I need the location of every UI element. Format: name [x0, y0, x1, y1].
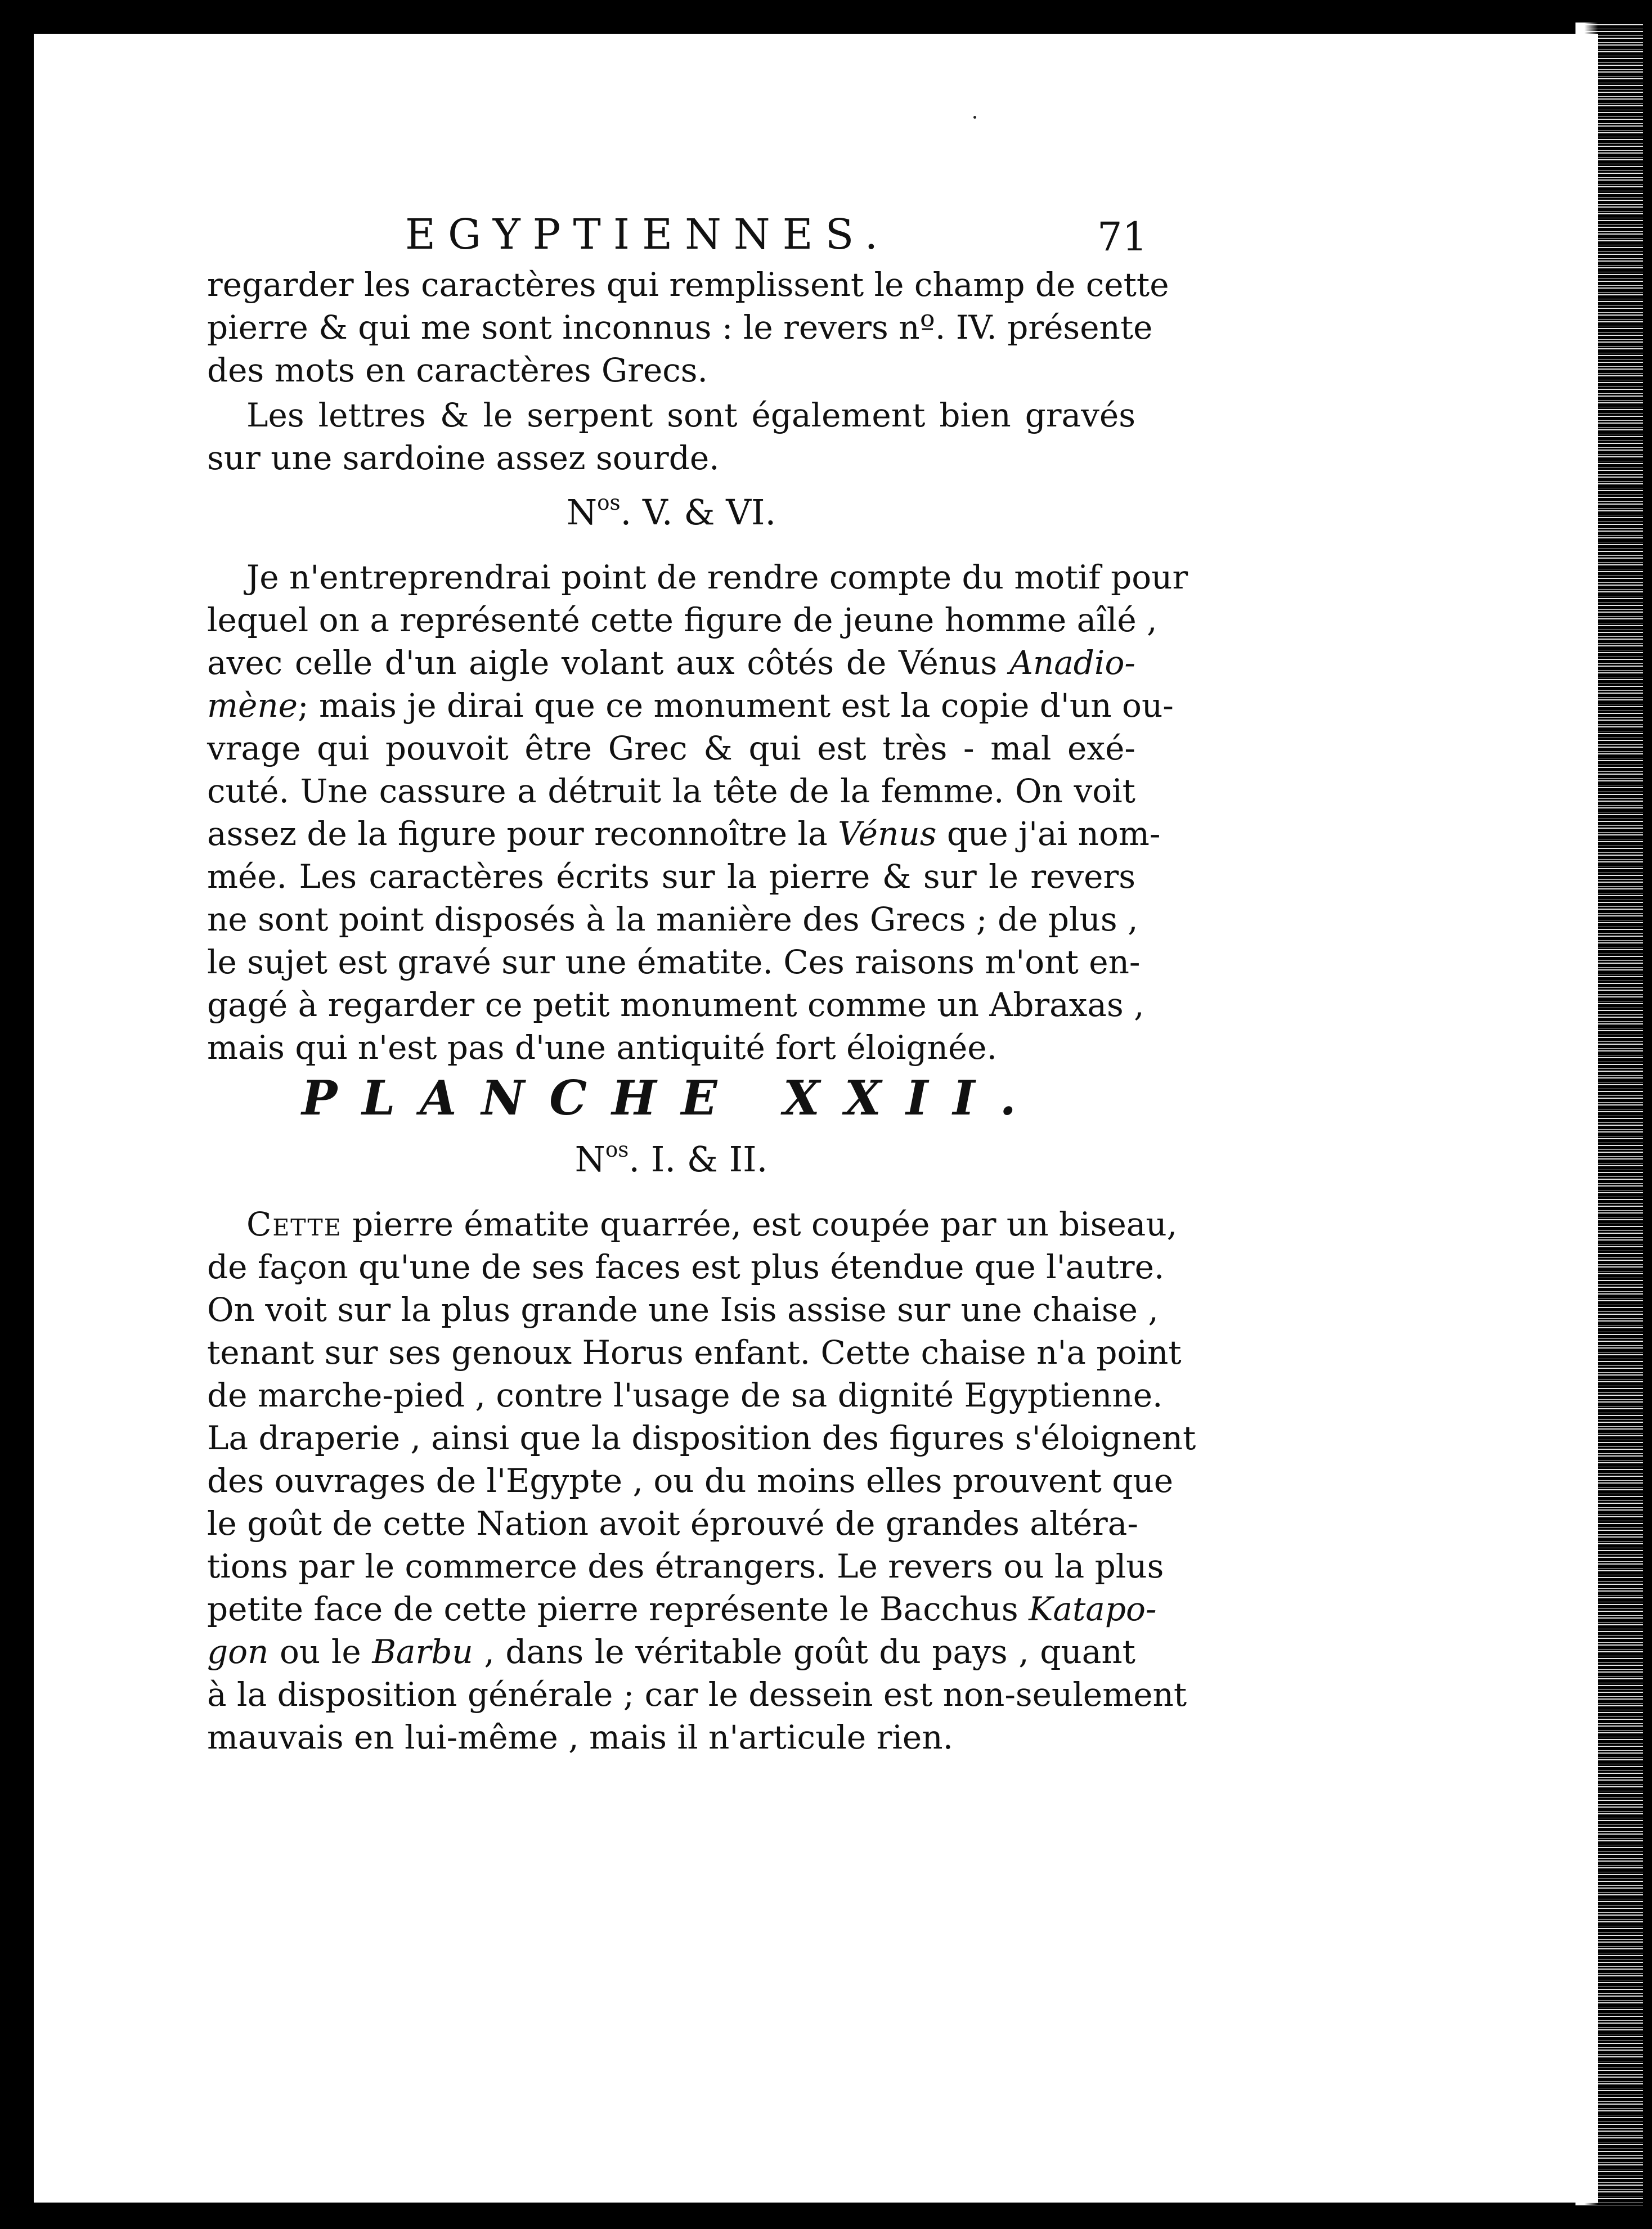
text-line	[207, 812, 1161, 855]
text-line	[207, 1203, 1178, 1246]
text-line: Je n'entreprendrai point de rendre compte du motif pour	[246, 558, 1188, 596]
text-segment: , dans le véritable goût du pays , quant	[473, 1633, 1135, 1671]
text-line: mée. Les caractères écrits sur la pierre & sur le revers	[207, 857, 1135, 896]
text-segment: assez de la figure pour reconnoître la	[207, 815, 838, 853]
scan-edge-fade	[1575, 23, 1598, 2205]
italic-word: Barbu	[372, 1633, 473, 1671]
text-line: pierre & qui me sont inconnus : le revers nº. IV. présente	[207, 308, 1153, 347]
italic-word: Anadio-	[1009, 644, 1135, 682]
text-line	[207, 1630, 1135, 1673]
text-line: de marche-pied , contre l'usage de sa dignité Egyptienne.	[207, 1376, 1163, 1414]
text-line	[207, 1588, 1157, 1630]
paragraph-2	[207, 394, 1135, 479]
heading-rest: . V. & VI.	[620, 492, 776, 533]
text-line: regarder les caractères qui remplissent le champ de cette	[207, 266, 1169, 304]
text-line: des mots en caractères Grecs.	[207, 351, 708, 389]
section-heading-i-ii	[207, 1136, 1135, 1180]
italic-word: Vénus	[838, 815, 937, 853]
paragraph-4	[207, 1203, 1196, 1759]
text-line: à la disposition générale ; car le dessein est non-seulement	[207, 1675, 1187, 1714]
section-heading-v-vi	[207, 489, 1135, 533]
text-line: gagé à regarder ce petit monument comme un Abraxas ,	[207, 986, 1144, 1024]
text-line	[207, 641, 1135, 684]
text-line: tions par le commerce des étrangers. Le revers ou la plus	[207, 1547, 1164, 1585]
text-line: sur une sardoine assez sourde.	[207, 439, 720, 477]
text-segment: ; mais je dirai que ce monument est la copie d'un ou-	[298, 686, 1174, 725]
text-line: cuté. Une cassure a détruit la tête de la femme. On voit	[207, 772, 1135, 810]
text-line: le sujet est gravé sur une ématite. Ces raisons m'ont en-	[207, 943, 1141, 981]
text-segment: petite face de cette pierre représente le Bacchus	[207, 1590, 1029, 1628]
heading-sup: os	[605, 1136, 629, 1162]
text-line	[207, 684, 1174, 727]
scan-speck	[973, 116, 976, 119]
heading-rest: . I. & II.	[629, 1139, 768, 1180]
paragraph-1	[207, 263, 1169, 392]
text-line: ne sont point disposés à la manière des Grecs ; de plus ,	[207, 900, 1138, 938]
text-line: mais qui n'est pas d'une antiquité fort éloignée.	[207, 1028, 998, 1067]
page-number: 71	[1097, 214, 1148, 260]
text-line: des ouvrages de l'Egypte , ou du moins elles prouvent que	[207, 1462, 1174, 1500]
text-segment: avec celle d'un aigle volant aux côtés de Vénus	[207, 644, 1009, 682]
text-segment: que j'ai nom-	[936, 815, 1161, 853]
text-line: lequel on a représenté cette figure de jeune homme aîlé ,	[207, 601, 1157, 639]
lead-word: Cette	[246, 1205, 342, 1243]
plate-title: PLANCHE XXII.	[302, 1070, 1041, 1126]
text-line: vrage qui pouvoit être Grec & qui est très - mal exé-	[207, 729, 1135, 767]
text-line: On voit sur la plus grande une Isis assise sur une chaise ,	[207, 1291, 1159, 1329]
text-line: le goût de cette Nation avoit éprouvé de grandes altéra-	[207, 1504, 1138, 1543]
text-segment: pierre ématite quarrée, est coupée par un biseau,	[342, 1205, 1178, 1243]
running-header: EGYPTIENNES.	[405, 210, 891, 259]
text-line: mauvais en lui-même , mais il n'articule rien.	[207, 1718, 954, 1756]
text-line: tenant sur ses genoux Horus enfant. Cette chaise n'a point	[207, 1333, 1182, 1372]
text-line: Les lettres & le serpent sont également bien gravés	[246, 396, 1135, 434]
italic-word: Katapo-	[1029, 1590, 1157, 1628]
text-line: de façon qu'une de ses faces est plus étendue que l'autre.	[207, 1248, 1165, 1286]
heading-no: N	[566, 492, 598, 533]
italic-word: gon	[207, 1633, 269, 1671]
text-segment: ou le	[268, 1633, 372, 1671]
heading-no: N	[574, 1139, 605, 1180]
paragraph-3	[207, 556, 1188, 1069]
italic-word: mène	[207, 686, 298, 725]
text-line: La draperie , ainsi que la disposition des figures s'éloignent	[207, 1419, 1196, 1457]
heading-sup: os	[597, 489, 621, 515]
